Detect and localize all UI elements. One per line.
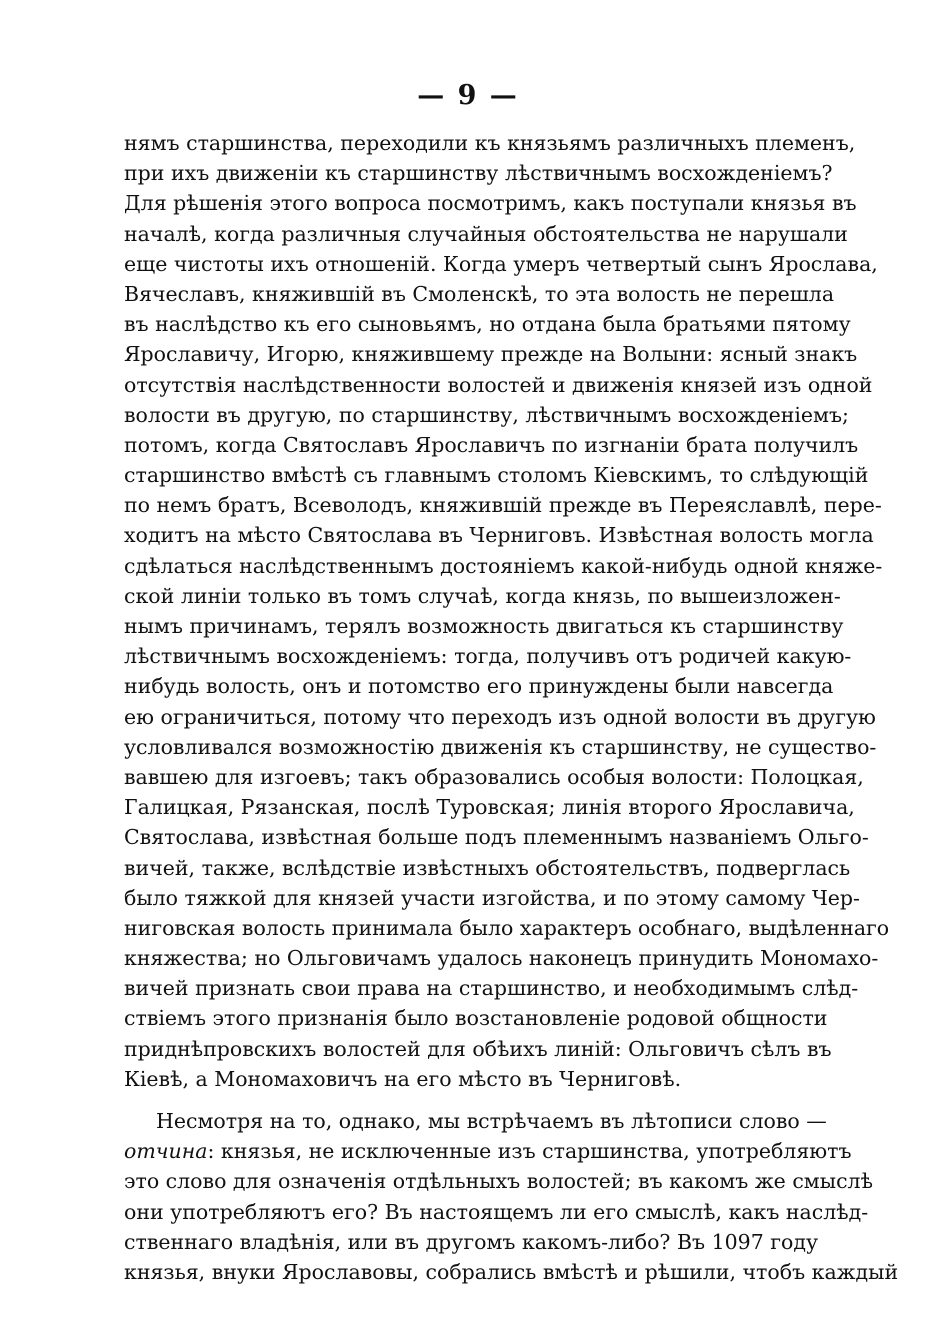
text-line: при ихъ движенiи къ старшинству лѣствичнымъ восхожденiемъ? <box>124 161 833 186</box>
text-line: ской линіи только въ томъ случаѣ, когда князь, по вышеизложен- <box>124 583 841 608</box>
text-line: волости въ другую, по старшинству, лѣствичнымъ восхожденіемъ; <box>124 402 849 427</box>
paragraph-1 <box>124 128 890 1094</box>
text-line-with-italic: отчина: князья, не исключенные изъ старшинства, употребляютъ <box>124 1139 852 1164</box>
text-line: ею ограничиться, потому что переходъ изъ одной волости въ другую <box>124 704 876 729</box>
text-line: Ярославичу, Игорю, княжившему прежде на Волыни: ясный знакъ <box>124 342 858 367</box>
text-line: потомъ, когда Святославъ Ярославичъ по изгнаніи брата получилъ <box>124 432 859 457</box>
text-line: сдѣлаться наслѣдственнымъ достояніемъ какой-нибудь одной княже- <box>124 553 883 578</box>
paragraph-2 <box>124 1106 899 1287</box>
text-line: ходитъ на мѣсто Святослава въ Черниговъ. Извѣстная волость могла <box>124 523 874 548</box>
text-line: Несмотря на то, однако, мы встрѣчаемъ въ лѣтописи слово — <box>156 1109 827 1133</box>
text-line: лѣствичнымъ восхожденіемъ: тогда, получивъ отъ родичей какую- <box>124 644 852 669</box>
text-line: Для рѣшенія этого вопроса посмотримъ, какъ поступали князья въ <box>124 191 857 216</box>
text-line: отсутствія наслѣдственности волостей и движенія князей изъ одной <box>124 372 873 397</box>
text-line: вавшею для изгоевъ; такъ образовались особыя волости: Полоцкая, <box>124 764 864 789</box>
text-line: Галицкая, Рязанская, послѣ Туровская; линія второго Ярославича, <box>124 795 855 820</box>
text-line: они употребляютъ его? Въ настоящемъ ли его смыслѣ, какъ наслѣд- <box>124 1199 869 1224</box>
text-line: Святослава, извѣстная больше подъ племеннымъ названіемъ Ольго- <box>124 825 869 850</box>
text-line: вичей, также, вслѣдствіе извѣстныхъ обстоятельствъ, подверглась <box>124 855 851 880</box>
text-line: въ наслѣдство къ его сыновьямъ, но отдана была братьями пятому <box>124 312 851 337</box>
text-line: нибудь волость, онъ и потомство его принуждены были навсегда <box>124 674 834 699</box>
text-line: нымъ причинамъ, терялъ возможность двигаться къ старшинству <box>124 614 844 638</box>
text-line: началѣ, когда различныя случайныя обстоятельства не нарушали <box>124 221 848 246</box>
text-line: еще чистоты ихъ отношеній. Когда умеръ четвертый сынъ Ярослава, <box>124 251 878 276</box>
text-line: ниговская волость принимала было характеръ особнаго, выдѣленнаго <box>124 915 890 940</box>
text-line: князья, внуки Ярославовы, собрались вмѣстѣ и рѣшили, чтобъ каждый <box>124 1259 899 1284</box>
paragraph-gap <box>124 1094 808 1106</box>
text-line: княжества; но Ольговичамъ удалось наконецъ принудить Мономахо- <box>124 946 879 971</box>
text-line: это слово для означенія отдѣльныхъ волостей; въ какомъ же смыслѣ <box>124 1169 873 1194</box>
text-line: было тяжкой для князей участи изгойства, и по этому самому Чер- <box>124 885 860 910</box>
text-line: приднѣпровскихъ волостей для обѣихъ линій: Ольговичъ сѣлъ въ <box>124 1036 832 1061</box>
text-line: Кіевѣ, а Мономаховичъ на его мѣсто въ Черниговѣ. <box>124 1066 682 1091</box>
text-line: условливался возможностію движенія къ старшинству, не существо- <box>124 734 877 759</box>
text-line: ственнаго владѣнія, или въ другомъ какомъ-либо? Въ 1097 году <box>124 1229 819 1254</box>
italic-term: отчина <box>124 1139 208 1164</box>
page-number: — 9 — <box>417 80 519 111</box>
text-line: ствіемъ этого признанія было возстановленіе родовой общности <box>124 1006 828 1031</box>
text-line: Вячеславъ, княжившій въ Смоленскѣ, то эта волость не перешла <box>124 281 835 306</box>
body-text <box>124 128 899 1287</box>
text-line: старшинство вмѣстѣ съ главнымъ столомъ Кіевскимъ, то слѣдующій <box>124 463 869 488</box>
text-line: вичей признать свои права на старшинство, и необходимымъ слѣд- <box>124 976 859 1001</box>
text-line: по немъ братъ, Всеволодъ, княжившій прежде въ Переяславлѣ, пере- <box>124 493 882 518</box>
text-line: нямъ старшинства, переходили къ князьямъ различныхъ племенъ, <box>124 131 856 155</box>
